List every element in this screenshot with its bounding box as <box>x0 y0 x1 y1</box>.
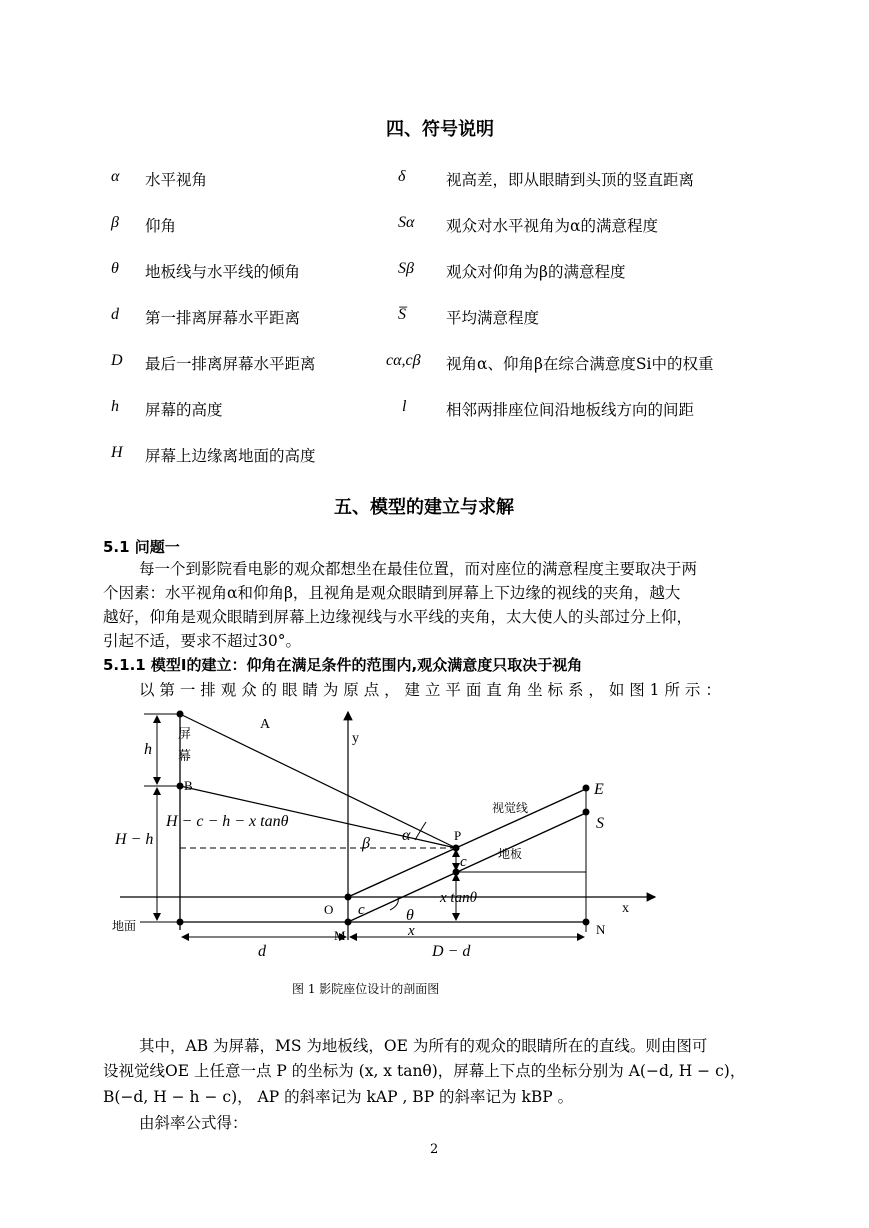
label-B: B <box>184 778 193 793</box>
symbol-delta-desc: 视高差，即从眼睛到头顶的竖直距离 <box>446 171 695 189</box>
label-M: M <box>334 928 346 943</box>
symbol-h: h <box>111 398 119 415</box>
label-expression: H − c − h − x tanθ <box>166 813 289 830</box>
label-floor: 地板 <box>498 847 523 861</box>
point-B <box>177 783 184 790</box>
subsection-5-1-1-title: 5.1.1 模型Ⅰ的建立：仰角在满足条件的范围内,观众满意度只取决于视角 <box>103 656 583 674</box>
label-A: A <box>260 717 271 732</box>
point-A <box>177 711 184 718</box>
symbol-H-desc: 屏幕上边缘离地面的高度 <box>145 447 316 465</box>
point-N <box>583 919 590 926</box>
label-y-axis: y <box>352 731 359 746</box>
point-S <box>583 809 590 816</box>
symbol-S-alpha: Sα <box>398 214 415 231</box>
symbol-l: l <box>402 398 407 415</box>
label-P: P <box>454 828 462 843</box>
symbol-beta: β <box>111 214 119 231</box>
label-screen-2: 幕 <box>178 748 192 763</box>
point-O <box>345 894 352 901</box>
label-c-vertical: c <box>460 854 467 870</box>
symbol-weights: cα,cβ <box>386 352 421 369</box>
symbol-H: H <box>111 444 123 461</box>
label-E: E <box>594 781 604 798</box>
paragraph-3-line-2: 设视觉线OE 上任意一点 P 的坐标为 (x, x tanθ)，屏幕上下点的坐标分别为 A(−d, H − c)， <box>103 1062 746 1080</box>
symbol-d-desc: 第一排离屏幕水平距离 <box>145 309 301 327</box>
symbol-d: d <box>111 306 119 323</box>
figure-1-caption: 图 1 影院座位设计的剖面图 <box>292 982 440 996</box>
section-5-title: 五、模型的建立与求解 <box>334 497 514 518</box>
symbol-theta: θ <box>111 260 119 277</box>
label-screen-1: 屏 <box>178 726 192 741</box>
label-c-origin: c <box>358 902 365 918</box>
point-M <box>345 919 352 926</box>
label-sightline: 视觉线 <box>492 801 529 815</box>
symbol-theta-desc: 地板线与水平线的倾角 <box>145 263 301 281</box>
point-P <box>453 845 460 852</box>
point-E <box>583 785 590 792</box>
label-N: N <box>596 922 606 937</box>
label-xtan: x tanθ <box>440 890 477 906</box>
subsection-5-1-title: 5.1 问题一 <box>103 538 180 556</box>
label-theta: θ <box>406 907 414 924</box>
paragraph-2-line-1: 以 第 一 排 观 众 的 眼 睛 为 原 点 ， 建 立 平 面 直 角 坐 标 系 ， 如 图 1 所 示 ： <box>139 681 721 699</box>
paragraph-1-line-3: 越好，仰角是观众眼睛到屏幕上边缘视线与水平线的夹角，太大使人的头部过分上仰， <box>103 608 693 626</box>
label-alpha: α <box>402 827 411 844</box>
symbol-S-bar-desc: 平均满意程度 <box>446 309 540 327</box>
symbol-alpha-desc: 水平视角 <box>145 171 208 189</box>
symbol-h-desc: 屏幕的高度 <box>145 401 223 419</box>
paragraph-3-line-4: 由斜率公式得： <box>139 1114 248 1132</box>
label-h: h <box>144 741 152 758</box>
symbol-S-beta: Sβ <box>398 260 414 277</box>
label-x: x <box>408 923 415 939</box>
label-S: S <box>596 815 604 832</box>
label-O: O <box>324 902 334 917</box>
label-beta: β <box>362 835 370 852</box>
symbol-alpha: α <box>111 168 120 185</box>
figure-1-diagram <box>100 700 670 960</box>
point-P-floor <box>453 869 460 876</box>
label-d: d <box>258 943 266 960</box>
alpha-arc <box>415 822 426 840</box>
paragraph-1-line-1: 每一个到影院看电影的观众都想坐在最佳位置，而对座位的满意程度主要取决于两 <box>139 560 698 578</box>
label-D-minus-d: D − d <box>432 943 471 960</box>
label-x-axis: x <box>622 901 629 916</box>
label-ground: 地面 <box>112 919 137 933</box>
page-number: 2 <box>430 1142 439 1157</box>
paragraph-3-line-3: B(−d, H − h − c)， AP 的斜率记为 kAP , BP 的斜率记为 kBP 。 <box>103 1088 574 1106</box>
section-4-title: 四、符号说明 <box>386 119 494 140</box>
line-OE <box>348 788 588 897</box>
symbol-S-bar: S̅ <box>398 306 406 323</box>
symbol-delta: δ <box>398 168 406 185</box>
paragraph-1-line-4: 引起不适，要求不超过30°。 <box>103 632 301 650</box>
symbol-D: D <box>111 352 123 369</box>
symbol-weights-desc: 视角α、仰角β在综合满意度Si中的权重 <box>446 355 714 373</box>
symbol-S-beta-desc: 观众对仰角为β的满意程度 <box>446 263 626 281</box>
symbol-l-desc: 相邻两排座位间沿地板线方向的间距 <box>446 401 695 419</box>
symbol-S-alpha-desc: 观众对水平视角为α的满意程度 <box>446 217 658 235</box>
paragraph-3-line-1: 其中，AB 为屏幕，MS 为地板线，OE 为所有的观众的眼睛所在的直线。则由图可 <box>139 1037 708 1055</box>
paragraph-1-line-2: 个因素：水平视角α和仰角β，且视角是观众眼睛到屏幕上下边缘的视线的夹角，越大 <box>103 584 681 602</box>
label-H-minus-h: H − h <box>115 831 154 848</box>
symbol-beta-desc: 仰角 <box>145 217 177 235</box>
symbol-D-desc: 最后一排离屏幕水平距离 <box>145 355 316 373</box>
point-screen-base <box>177 919 184 926</box>
